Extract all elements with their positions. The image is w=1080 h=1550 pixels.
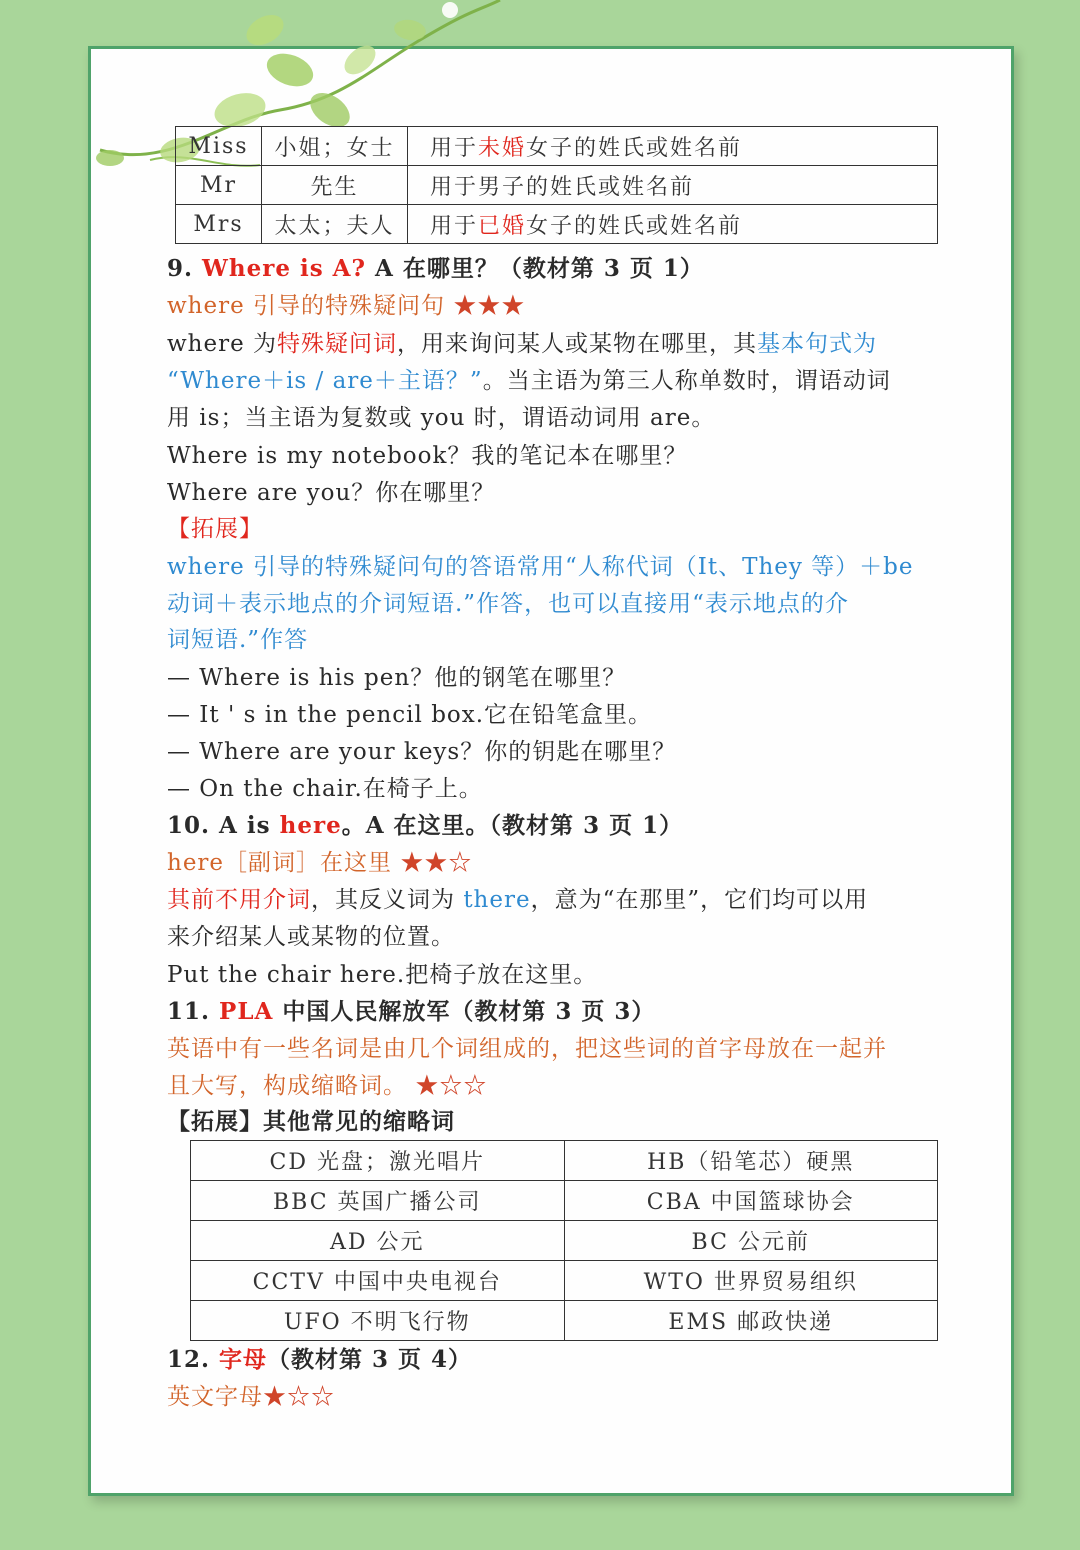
table-cell: WTO 世界贸易组织 [564,1261,938,1301]
table-cell: EMS 邮政快递 [564,1301,938,1341]
table-row [176,166,938,205]
paragraph-line: “Where＋is / are＋主语？”。当主语为第三人称单数时，谓语动词 [167,368,891,394]
table-row [191,1181,938,1221]
dialog-line: — On the chair.在椅子上。 [167,776,483,802]
usage-cell: 用于未婚女子的姓氏或姓名前 [408,127,938,166]
paragraph-line: 且大写，构成缩略词。 ★☆☆ [167,1073,488,1099]
dialog-line: — It ' s in the pencil box.它在铅笔盒里。 [167,702,653,728]
extension-line: where 引导的特殊疑问句的答语常用“人称代词（It、They 等）＋be [167,554,914,580]
example-sentence: Where is my notebook？我的笔记本在哪里？ [167,443,688,469]
title-cell: Miss [176,127,262,166]
extension-line: 动词＋表示地点的介词短语.”作答，也可以直接用“表示地点的介 [167,591,849,617]
paragraph-line: 其前不用介词，其反义词为 there，意为“在那里”，它们均可以用 [167,887,869,913]
table-cell: CBA 中国篮球协会 [564,1181,938,1221]
table-cell: CD 光盘；激光唱片 [191,1141,565,1181]
extension-line: 词短语.”作答 [167,627,309,653]
extension-heading: 【拓展】其他常见的缩略词 [167,1108,455,1135]
meaning-cell: 先生 [262,166,408,205]
section-9-heading: 9. Where is A? A 在哪里？（教材第 3 页 1） [167,255,704,282]
title-cell: Mr [176,166,262,205]
usage-cell: 用于男子的姓氏或姓名前 [408,166,938,205]
extension-label: 【拓展】 [167,516,263,542]
example-sentence: Where are you？你在哪里？ [167,480,496,506]
table-row [191,1141,938,1181]
section-11-heading: 11. PLA 中国人民解放军（教材第 3 页 3） [167,998,656,1025]
paragraph-line: 来介绍某人或某物的位置。 [167,924,455,950]
example-sentence: Put the chair here.把椅子放在这里。 [167,962,598,988]
table-cell: HB（铅笔芯）硬黑 [564,1141,938,1181]
paragraph-line: 英语中有一些名词是由几个词组成的，把这些词的首字母放在一起并 [167,1036,887,1062]
table-cell: BBC 英国广播公司 [191,1181,565,1221]
table-cell: UFO 不明飞行物 [191,1301,565,1341]
title-cell: Mrs [176,205,262,244]
section-12-heading: 12. 字母（教材第 3 页 4） [167,1346,473,1373]
table-cell: CCTV 中国中央电视台 [191,1261,565,1301]
table-row [176,127,938,166]
rating-stars: ★☆☆ [415,1073,488,1099]
rating-stars: ★☆☆ [263,1384,335,1410]
table-cell: BC 公元前 [564,1221,938,1261]
table-cell: AD 公元 [191,1221,565,1261]
titles-table [175,126,938,244]
abbreviation-table [190,1140,938,1341]
paragraph-line: where 为特殊疑问词，用来询问某人或某物在哪里，其基本句式为 [167,331,878,357]
rating-stars: ★★☆ [400,850,473,876]
paragraph-line: 用 is；当主语为复数或 you 时，谓语动词用 are。 [167,405,716,431]
section-12-topic: 英文字母★☆☆ [167,1384,335,1410]
dialog-line: — Where are your keys？你的钥匙在哪里？ [167,739,677,765]
usage-cell: 用于已婚女子的姓氏或姓名前 [408,205,938,244]
section-10-topic: here［副词］在这里 ★★☆ [167,850,473,876]
table-row [191,1301,938,1341]
rating-stars: ★★★ [453,293,526,319]
meaning-cell: 太太；夫人 [262,205,408,244]
section-10-heading: 10. A is here。A 在这里。（教材第 3 页 1） [167,812,684,839]
meaning-cell: 小姐；女士 [262,127,408,166]
table-row [191,1261,938,1301]
section-9-topic: where 引导的特殊疑问句 ★★★ [167,293,526,319]
table-row [176,205,938,244]
dialog-line: — Where is his pen？他的钢笔在哪里？ [167,665,627,691]
table-row [191,1221,938,1261]
